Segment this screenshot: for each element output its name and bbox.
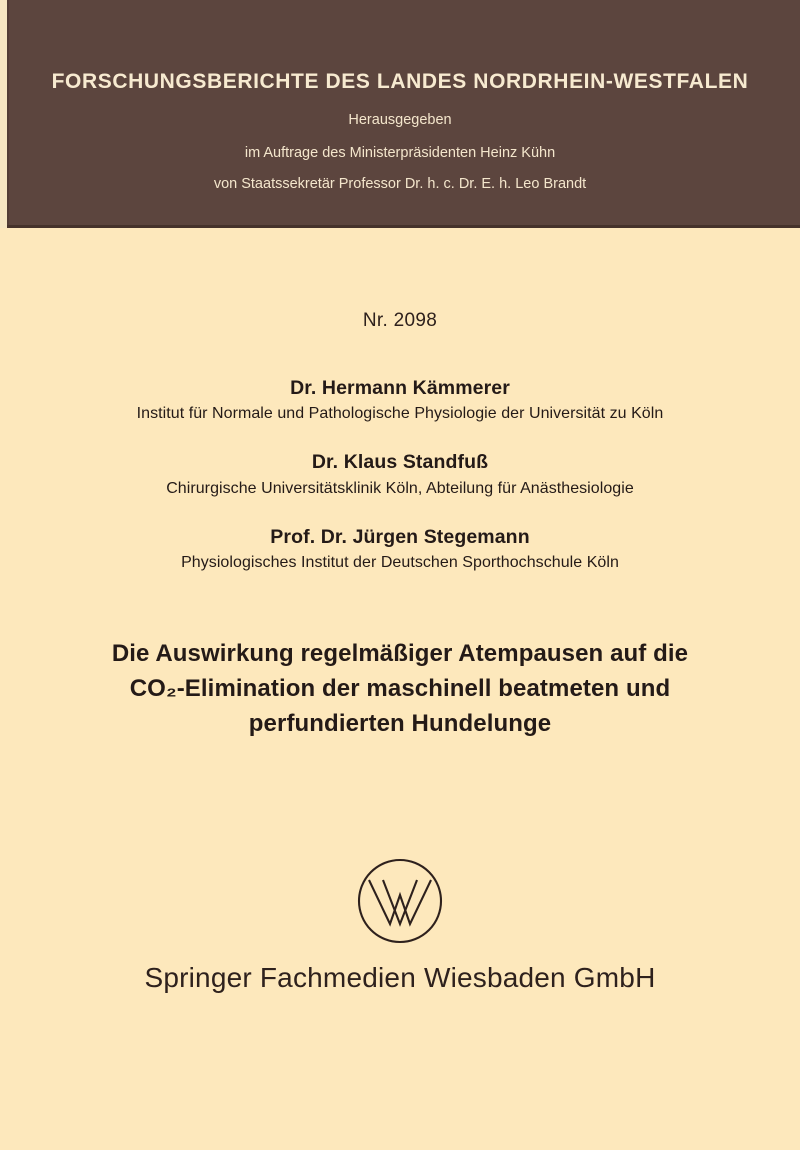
author-name: Dr. Hermann Kämmerer [290, 377, 510, 399]
series-header-band [0, 0, 800, 228]
author-name: Prof. Dr. Jürgen Stegemann [270, 525, 530, 548]
series-editor-line-3: von Staatssekretär Professor Dr. h. c. Dr. E. h. Leo Brandt [213, 176, 587, 192]
title-line-2: CO₂-Elimination der maschinell beatmeten und [129, 675, 671, 703]
title-line-3: perfundierten Hundelunge [248, 710, 552, 738]
author-affiliation: Physiologisches Institut der Deutschen Sporthochschule Köln [181, 553, 619, 571]
page-title [0, 636, 800, 741]
report-number: Nr. 2098 [362, 310, 438, 331]
author-affiliation: Chirurgische Universitätsklinik Köln, Abteilung für Anästhesiologie [166, 479, 634, 497]
author-entry [0, 523, 800, 575]
left-edge-strip [0, 0, 7, 228]
publisher-logo-icon [356, 857, 444, 945]
title-line-1: Die Auswirkung regelmäßiger Atempausen auf die [111, 640, 689, 667]
author-entry [0, 374, 800, 426]
left-edge-rule [7, 0, 9, 228]
publisher-name: Springer Fachmedien Wiesbaden GmbH [144, 962, 656, 993]
author-list [0, 374, 800, 597]
series-editor-line-2: im Auftrage des Ministerpräsidenten Heinz Kühn [244, 145, 556, 161]
author-affiliation: Institut für Normale und Pathologische Physiologie der Universität zu Köln [136, 405, 664, 423]
author-name: Dr. Klaus Standfuß [311, 451, 489, 474]
author-entry [0, 448, 800, 500]
series-title: FORSCHUNGSBERICHTE DES LANDES NORDRHEIN-WESTFALEN [51, 70, 749, 93]
series-editor-line-1: Herausgegeben [348, 112, 452, 128]
